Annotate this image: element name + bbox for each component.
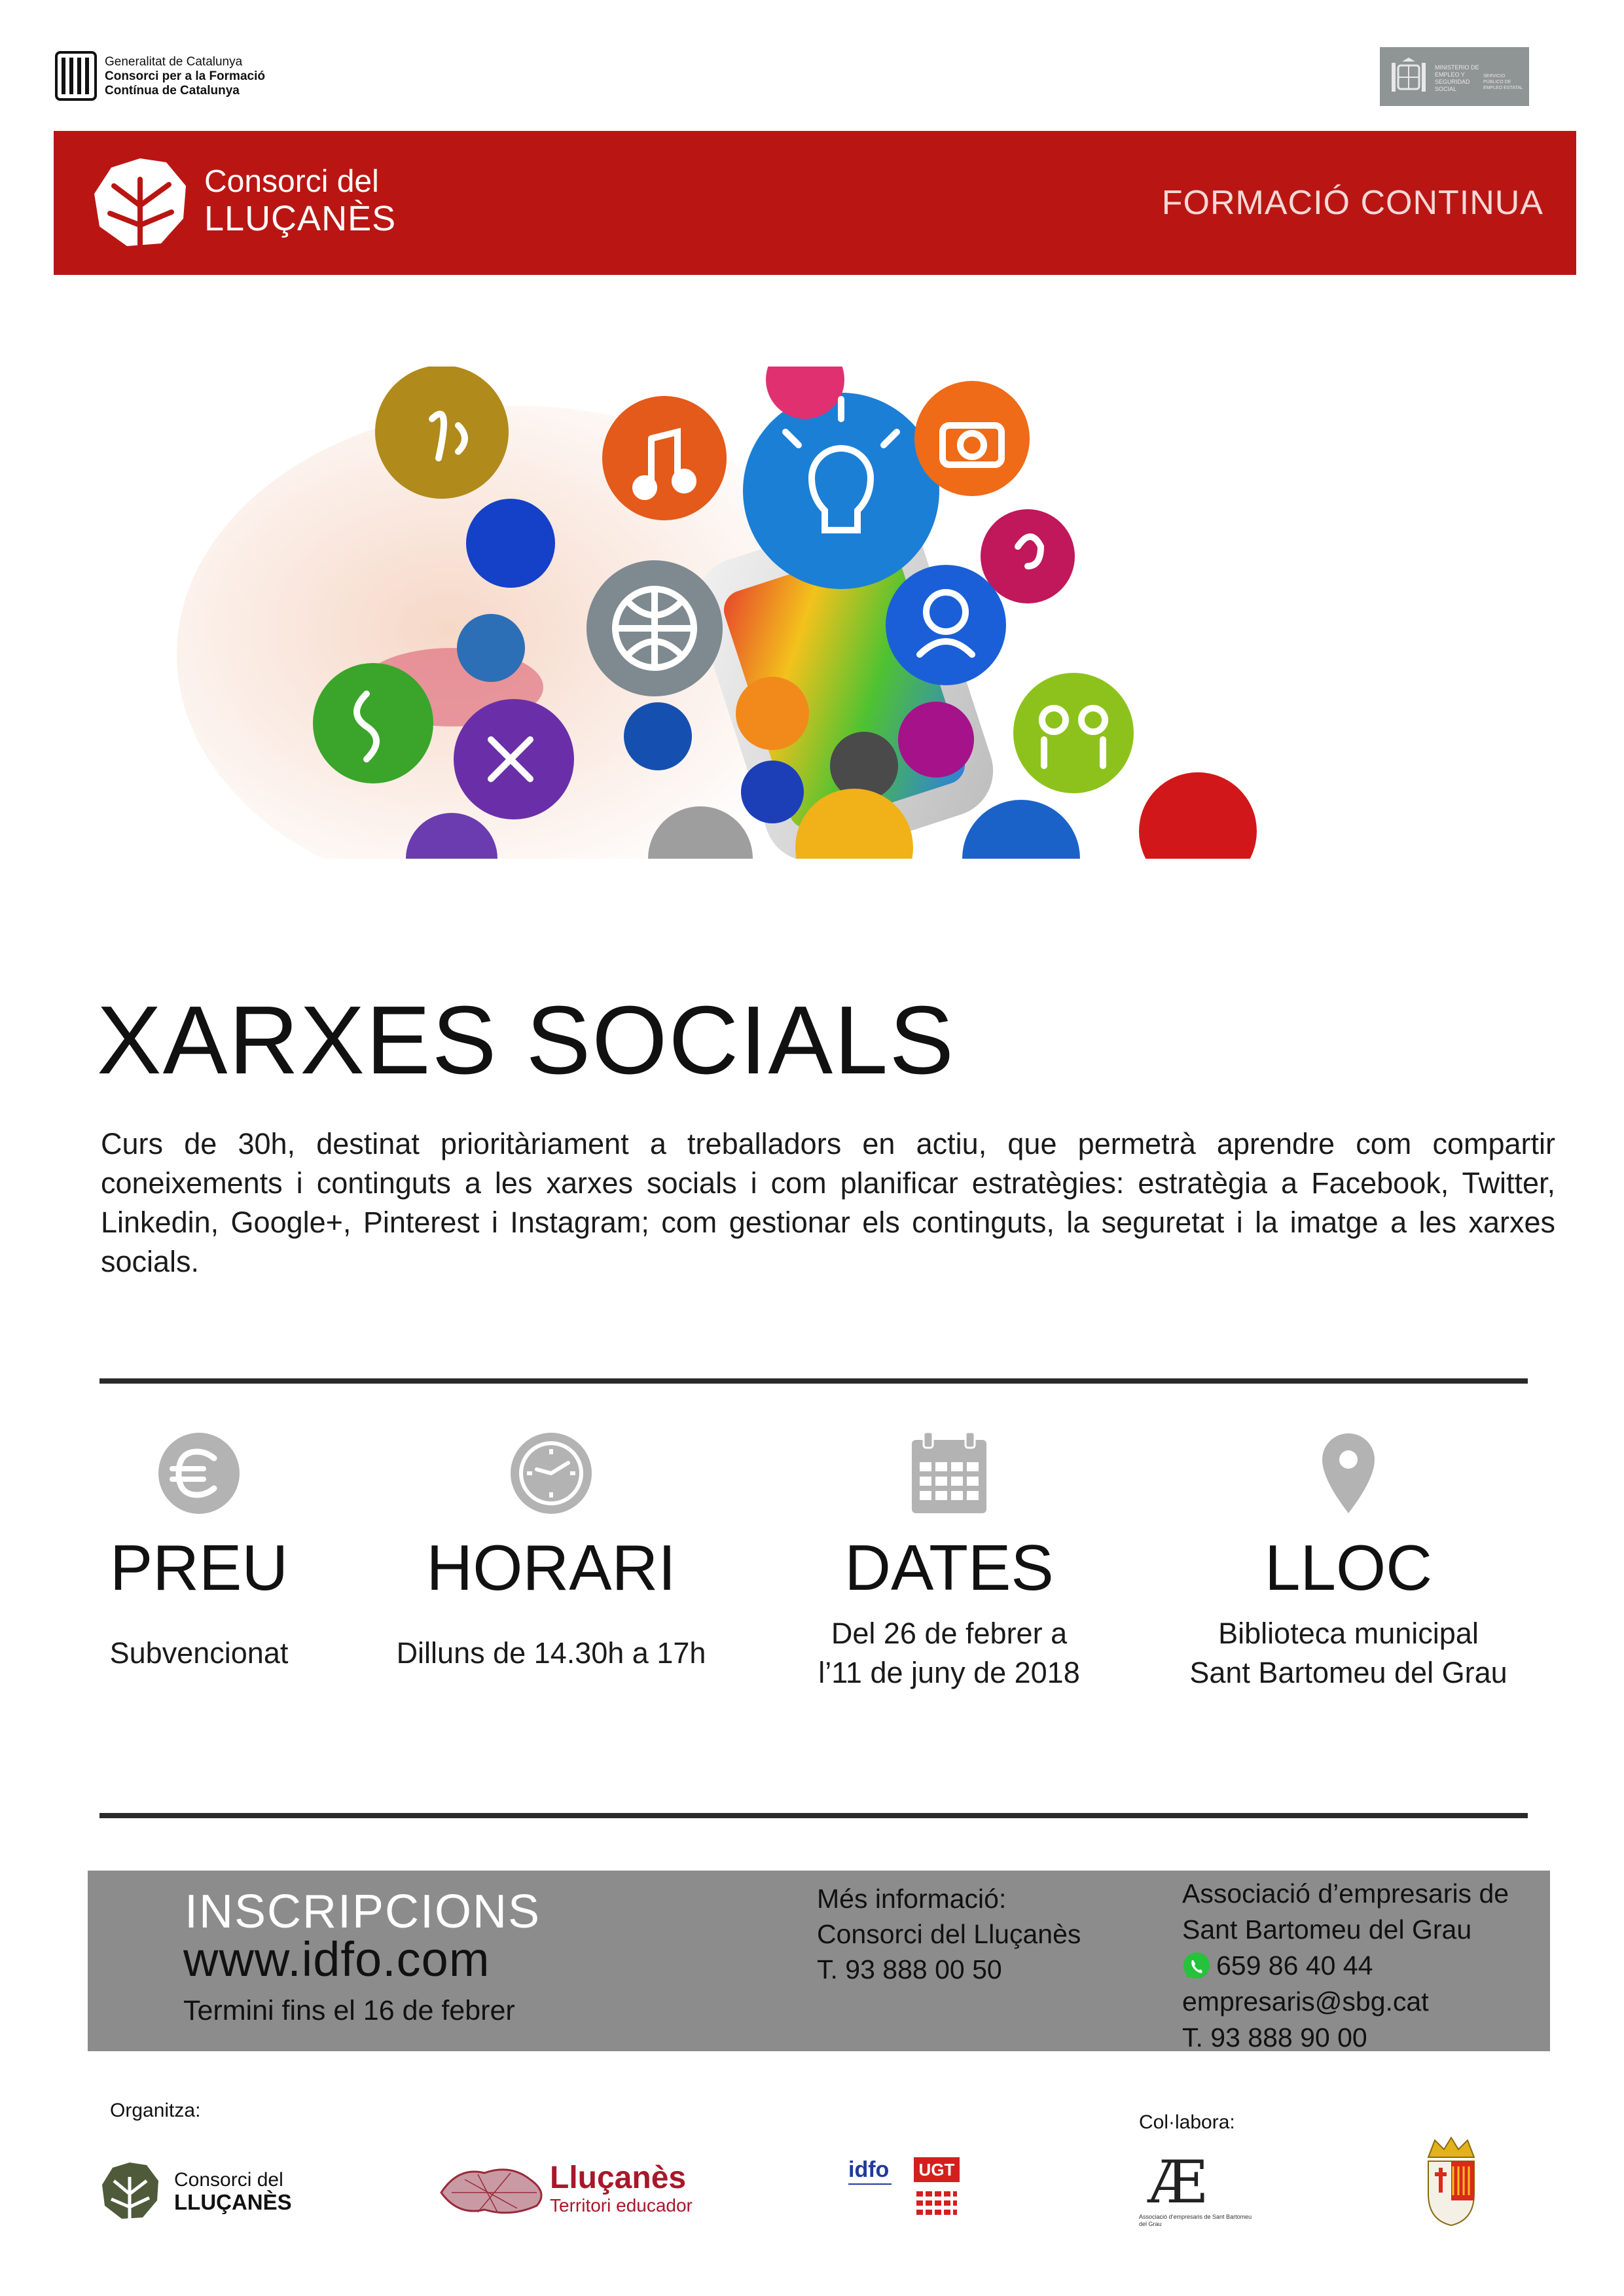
ae-caption: Associació d’empresaris de Sant Bartomeu del Grau — [1139, 2214, 1252, 2227]
ugt-label: UGT — [914, 2157, 960, 2182]
idfo-caption — [848, 2183, 892, 2217]
place-line2: Sant Bartomeu del Grau — [1189, 1656, 1507, 1689]
more-info-phone: T. 93 888 00 50 — [817, 1954, 1002, 1984]
info-price — [16, 1431, 382, 1673]
price-value: Subvencionat — [109, 1636, 289, 1670]
course-title: XARXES SOCIALS — [97, 986, 956, 1094]
hero-social-media-image — [151, 367, 1479, 859]
idfo-text: idfo — [848, 2157, 890, 2182]
municipal-coat-of-arms-icon — [1422, 2135, 1481, 2227]
territori-mesh-icon — [439, 2160, 550, 2219]
header-banner — [54, 131, 1576, 275]
spain-coat-of-arms-icon — [1389, 56, 1428, 97]
price-heading: PREU — [109, 1532, 289, 1604]
assoc-whatsapp-number: 659 86 40 44 — [1216, 1950, 1373, 1981]
schedule-heading: HORARI — [426, 1532, 676, 1604]
ae-mark: Æ — [1148, 2148, 1208, 2217]
territori-name: Lluçanès — [550, 2161, 687, 2195]
idfo-ugt-logo — [848, 2157, 966, 2229]
generalitat-line: Consorci per a la Formació — [105, 69, 265, 83]
territori-subtitle: Territori educador — [550, 2195, 693, 2215]
ugt-handshake-icon — [914, 2187, 960, 2220]
info-schedule — [368, 1431, 734, 1673]
generalitat-logo — [55, 51, 291, 103]
generalitat-line: Generalitat de Catalunya — [105, 55, 243, 69]
course-description: Curs de 30h, destinat prioritàriament a treballadors en actiu, que permetrà aprendre com compartir coneixements i continguts a les xarxes socials i com planificar estratègies: estratègia a Facebook, Twitter, Linkedin, Google+, Pinterest i Instagram; com gestionar els continguts, la seguretat i la imatge a les xarxes socials. — [101, 1127, 1555, 1278]
whatsapp-icon — [1182, 1951, 1211, 1980]
assoc-line1: Associació d’empresaris de — [1182, 1878, 1509, 1909]
dates-heading: DATES — [844, 1532, 1054, 1604]
more-info — [817, 1881, 1081, 1987]
banner-logo-line1: Consorci del — [204, 164, 379, 199]
registration-block — [88, 1871, 1550, 2051]
consorci-leaf-logo-icon — [88, 153, 192, 251]
assoc-email-link[interactable]: empresaris@sbg.cat — [1182, 1986, 1429, 2017]
clock-icon — [509, 1431, 594, 1516]
ministerio-logo — [1380, 47, 1529, 106]
place-line1: Biblioteca municipal — [1218, 1617, 1479, 1650]
calendar-icon — [907, 1431, 992, 1516]
ministerio-subtext: SERVICIO PÚBLICO DE EMPLEO ESTATAL — [1483, 74, 1523, 90]
place-heading: LLOC — [1264, 1532, 1432, 1604]
info-dates — [766, 1431, 1132, 1693]
banner-logo-line2: LLUÇANÈS — [204, 199, 397, 238]
consorci-llucanes-footer-logo — [98, 2160, 308, 2225]
dates-line1: Del 26 de febrer a — [831, 1617, 1068, 1650]
ae-association-logo — [1139, 2148, 1257, 2232]
registration-website-link[interactable]: www.idfo.com — [183, 1932, 490, 1986]
euro-icon — [156, 1431, 242, 1516]
schedule-value: Dilluns de 14.30h a 17h — [396, 1636, 706, 1670]
divider-bottom — [99, 1813, 1528, 1818]
association-contact — [1182, 1876, 1509, 2056]
organizes-label: Organitza: — [110, 2100, 201, 2121]
assoc-whatsapp — [1182, 1948, 1509, 1984]
footer-consorci-line1: Consorci del — [174, 2169, 283, 2191]
divider-top — [99, 1378, 1528, 1384]
more-info-org: Consorci del Lluçanès — [817, 1919, 1081, 1949]
dates-line2: l’11 de juny de 2018 — [818, 1656, 1080, 1689]
banner-program-label: FORMACIÓ CONTINUA — [1161, 184, 1543, 222]
collaborates-label: Col·labora: — [1139, 2111, 1235, 2133]
llucanes-territori-logo — [439, 2157, 713, 2223]
footer-consorci-line2: LLUÇANÈS — [174, 2190, 292, 2214]
generalitat-line: Contínua de Catalunya — [105, 84, 240, 98]
ministerio-text: MINISTERIO DE EMPLEO Y SEGURIDAD SOCIAL — [1435, 64, 1479, 92]
location-pin-icon — [1306, 1431, 1391, 1516]
more-info-label: Més informació: — [817, 1884, 1007, 1914]
registration-deadline: Termini fins el 16 de febrer — [183, 1995, 515, 2026]
assoc-phone: T. 93 888 90 00 — [1182, 2022, 1367, 2053]
info-place — [1165, 1431, 1532, 1693]
consorci-leaf-icon — [98, 2160, 161, 2223]
generalitat-crest-icon — [55, 51, 97, 101]
registration-heading: INSCRIPCIONS — [185, 1886, 541, 1938]
assoc-line2: Sant Bartomeu del Grau — [1182, 1914, 1472, 1945]
